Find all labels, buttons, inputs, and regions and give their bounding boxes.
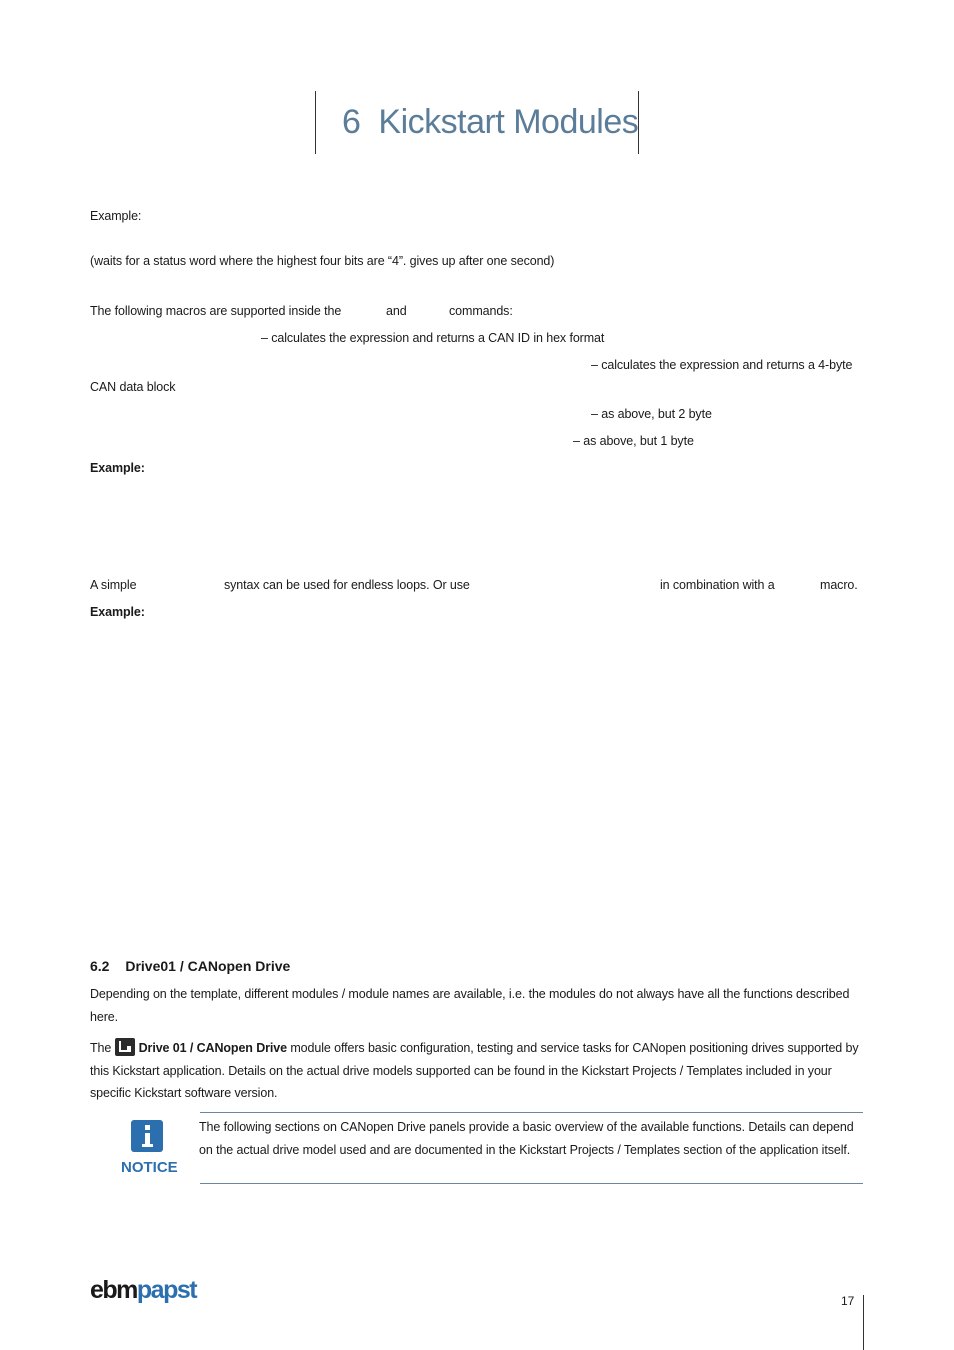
macro-canid-desc: – calculates the expression and returns a CAN ID in hex format bbox=[261, 331, 605, 345]
chapter-number: 6 bbox=[342, 103, 361, 141]
loops-c: in combination with a bbox=[660, 578, 775, 592]
section-heading bbox=[90, 957, 290, 975]
macros-intro-c: commands: bbox=[449, 304, 513, 318]
footer-rule bbox=[863, 1295, 864, 1350]
section-paragraph-2 bbox=[90, 1037, 860, 1105]
waits-note: (waits for a status word where the highest four bits are “4”. gives up after one second) bbox=[90, 254, 555, 268]
macro-4byte-desc: – calculates the expression and returns a 4-byte bbox=[591, 358, 853, 372]
macro-2byte-desc: – as above, but 2 byte bbox=[591, 407, 712, 421]
ebmpapst-logo bbox=[90, 1275, 196, 1305]
macros-intro-a: The following macros are supported inside the bbox=[90, 304, 342, 318]
example-label-2: Example: bbox=[90, 461, 145, 475]
page-number: 17 bbox=[841, 1294, 855, 1308]
loops-a: A simple bbox=[90, 578, 137, 592]
macro-4byte-cont: CAN data block bbox=[90, 380, 176, 394]
chapter-title-text: Kickstart Modules bbox=[378, 103, 639, 141]
loops-d: macro. bbox=[820, 578, 858, 592]
section-title: Drive01 / CANopen Drive bbox=[125, 958, 291, 974]
info-icon bbox=[131, 1120, 163, 1152]
title-left-rule bbox=[315, 91, 316, 154]
logo-ebm: ebm bbox=[90, 1276, 137, 1304]
loops-b: syntax can be used for endless loops. Or use bbox=[224, 578, 470, 592]
example-label-1: Example: bbox=[90, 209, 142, 223]
macros-intro-b: and bbox=[386, 304, 407, 318]
example-label-3: Example: bbox=[90, 605, 145, 619]
drive-module-icon bbox=[115, 1038, 135, 1056]
notice-top-rule bbox=[200, 1112, 863, 1113]
para2-post: module offers basic configuration, testing and service tasks for CANopen positioning drives supported by this Kickstart application. Details on the actual drive models supported can be found in the Kickstart Projects / Templates included in your specific Kickstart software version. bbox=[90, 1041, 859, 1100]
chapter-title bbox=[342, 100, 638, 144]
notice-text: The following sections on CANopen Drive panels provide a basic overview of the available functions. Details can depend on the actual drive model used and are documented in the Kickstart Projects / Templates section of the application itself. bbox=[199, 1120, 854, 1157]
notice-label: NOTICE bbox=[121, 1159, 178, 1176]
macro-1byte-desc: – as above, but 1 byte bbox=[573, 434, 694, 448]
para2-module-name: Drive 01 / CANopen Drive bbox=[138, 1041, 287, 1055]
section-number: 6.2 bbox=[90, 958, 110, 974]
logo-papst: papst bbox=[136, 1276, 197, 1304]
para2-pre: The bbox=[90, 1041, 112, 1055]
section-paragraph-1: Depending on the template, different modules / module names are available, i.e. the modules do not always have all the functions described here. bbox=[90, 987, 850, 1024]
notice-bottom-rule bbox=[200, 1183, 863, 1184]
